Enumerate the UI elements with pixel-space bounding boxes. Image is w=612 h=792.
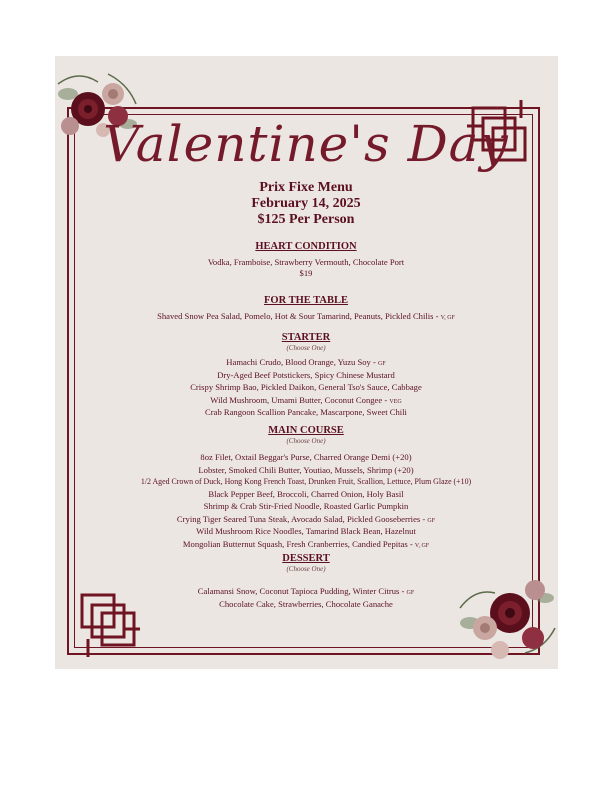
section-heading-main-course: MAIN COURSE: [268, 425, 344, 436]
list-item-tag: GF: [378, 361, 386, 367]
list-item-text: Mongolian Butternut Squash, Fresh Cranberries, Candied Pepitas -: [182, 538, 413, 549]
list-item: [60, 586, 552, 599]
list-item: [60, 452, 552, 465]
list-item-text: Hamachi Crudo, Blood Orange, Yuzu Soy -: [226, 357, 376, 367]
list-item-text: Calamansi Snow, Coconut Tapioca Pudding, Winter Citrus -: [197, 586, 405, 596]
list-item: [60, 407, 552, 420]
table-item: [60, 311, 552, 324]
cocktail-price: $19: [299, 267, 313, 278]
list-item-tag: V, GF: [414, 542, 430, 549]
list-item-text: Shrimp & Crab Stir-Fried Noodle, Roasted Garlic Pumpkin: [203, 501, 409, 511]
list-item-text: 8oz Filet, Oxtail Beggar's Purse, Charred Orange Demi (+20): [200, 452, 412, 462]
page-title: Valentine's Day: [103, 115, 509, 173]
list-item-text: Lobster, Smoked Chili Butter, Youtiao, Mussels, Shrimp (+20): [198, 464, 414, 475]
list-item: [60, 514, 552, 527]
cocktail-description: Vodka, Framboise, Strawberry Vermouth, Chocolate Port: [207, 257, 405, 267]
section-heading-for-the-table: FOR THE TABLE: [263, 295, 349, 306]
list-item: [60, 370, 552, 383]
list-item-tag: GF: [406, 590, 415, 596]
list-item: [60, 489, 552, 502]
list-item-text: Crab Rangoon Scallion Pancake, Mascarpone, Sweet Chili: [205, 407, 407, 417]
list-item: [60, 357, 552, 370]
main-choose: (Choose One): [286, 437, 326, 445]
list-item-text: Crispy Shrimp Bao, Pickled Daikon, General Tso's Sauce, Cabbage: [190, 382, 422, 392]
menu-date: February 14, 2025: [251, 196, 361, 211]
list-item: [60, 599, 552, 612]
list-item: [60, 477, 552, 489]
list-item: [60, 395, 552, 408]
main-course-section: [60, 425, 552, 551]
list-item-tag: VEG: [389, 398, 402, 405]
dessert-choose: (Choose One): [286, 565, 326, 573]
list-item-text: Wild Mushroom Rice Noodles, Tamarind Black Bean, Hazelnut: [196, 526, 416, 536]
list-item: [60, 501, 552, 514]
starter-choose: (Choose One): [286, 344, 326, 352]
menu-price: $125 Per Person: [257, 212, 355, 227]
list-item: [60, 539, 552, 552]
list-item-tag: GF: [427, 517, 436, 524]
list-item: [60, 465, 552, 478]
section-heading-starter: STARTER: [281, 332, 331, 343]
dessert-section: [60, 553, 552, 611]
section-heading-dessert: DESSERT: [282, 553, 330, 564]
list-item: [60, 526, 552, 539]
starter-section: [60, 332, 552, 420]
list-item-text: Black Pepper Beef, Broccoli, Charred Onion, Holy Basil: [208, 488, 404, 499]
list-item-text: Dry-Aged Beef Potstickers, Spicy Chinese Mustard: [217, 369, 395, 380]
list-item-text: Chocolate Cake, Strawberries, Chocolate Ganache: [219, 598, 393, 609]
menu-type: Prix Fixe Menu: [259, 180, 353, 195]
list-item: [60, 382, 552, 395]
list-item-text: 1/2 Aged Crown of Duck, Hong Kong French Toast, Drunken Fruit, Scallion, Lettuce, Plum Glaze (+10): [140, 477, 472, 486]
table-item-tag: V, GF: [440, 315, 455, 321]
list-item-text: Crying Tiger Seared Tuna Steak, Avocado Salad, Pickled Gooseberries -: [176, 513, 426, 524]
list-item-text: Wild Mushroom, Umami Butter, Coconut Congee -: [210, 394, 388, 405]
section-heading-heart-condition: HEART CONDITION: [255, 241, 357, 252]
table-item-text: Shaved Snow Pea Salad, Pomelo, Hot & Sour Tamarind, Peanuts, Pickled Chilis -: [157, 311, 439, 321]
